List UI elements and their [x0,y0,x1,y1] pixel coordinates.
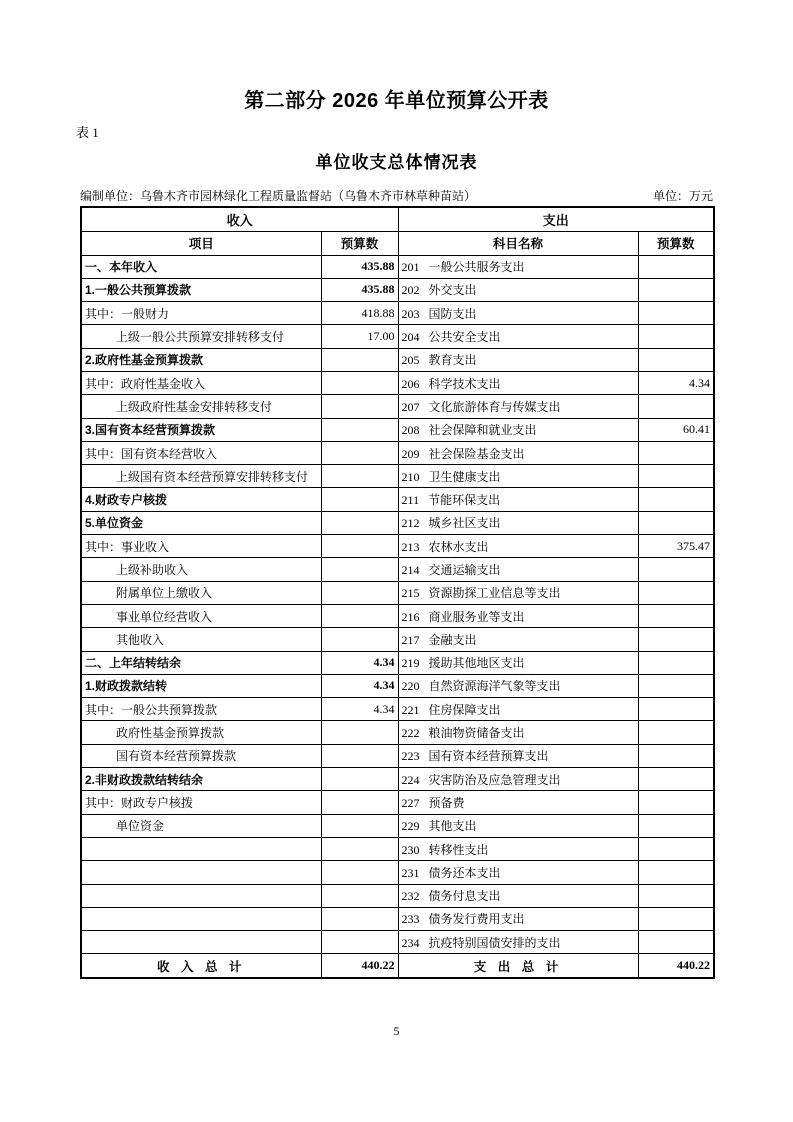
column-header-row [81,231,714,255]
exp-amount-cell: 60.41 [638,418,714,441]
income-item-cell: 其中：一般公共预算拨款 [81,698,321,721]
exp-item-cell [398,721,638,744]
exp-amount-cell: 4.34 [638,371,714,394]
income-item-cell: 国有资本经营预算拨款 [81,744,321,767]
exp-code: 217 [401,632,420,647]
unit-note-text: 单位：万元 [652,189,713,203]
exp-code: 211 [401,493,420,508]
income-amount-cell [321,814,398,837]
table-row [81,628,714,651]
income-amount-cell [321,884,398,907]
income-item-cell: 上级一般公共预算安排转移支付 [81,325,321,348]
exp-amount-cell [638,302,714,325]
exp-item-cell [398,791,638,814]
income-amount-cell [321,348,398,371]
income-amount-cell: 435.88 [321,255,398,278]
income-item-cell: 上级政府性基金安排转移支付 [81,395,321,418]
income-total-label: 收 入 总 计 [81,954,321,978]
income-item-cell [81,884,321,907]
exp-item-cell [398,604,638,627]
expenditure-group-header: 支出 [398,207,714,231]
exp-name: 国有资本经营预算支出 [428,749,549,764]
table-row [81,418,714,441]
exp-code: 219 [401,656,420,671]
income-amount-cell [321,791,398,814]
exp-amount-cell [638,558,714,581]
income-amount-cell [321,581,398,604]
exp-code: 203 [401,306,420,321]
income-amount-cell [321,907,398,930]
income-item-cell: 上级补助收入 [81,558,321,581]
exp-name: 商业服务业等支出 [428,609,525,624]
income-item-cell: 2.非财政拨款结转结余 [81,768,321,791]
income-amount-cell [321,768,398,791]
table-body [81,255,714,978]
table-row [81,302,714,325]
part-title: 第二部分 2026 年单位预算公开表 [244,90,549,112]
table-row [81,441,714,464]
exp-item-cell [398,581,638,604]
income-amount-cell [321,535,398,558]
table-row [81,511,714,534]
exp-item-cell [398,674,638,697]
exp-name: 社会保险基金支出 [428,446,525,461]
table-row [81,698,714,721]
table-row [81,395,714,418]
exp-name: 转移性支出 [428,842,489,857]
exp-amount-cell [638,698,714,721]
exp-amount-cell [638,255,714,278]
exp-item-cell [398,744,638,767]
income-item-cell: 4.财政专户核拨 [81,488,321,511]
exp-name: 抗疫特别国债安排的支出 [428,935,561,950]
table-row [81,651,714,674]
income-item-cell: 其中：国有资本经营收入 [81,441,321,464]
income-item-cell: 其中：财政专户核拨 [81,791,321,814]
exp-code: 207 [401,399,420,414]
income-amount-cell [321,931,398,954]
table-row [81,744,714,767]
exp-item-cell [398,931,638,954]
income-item-cell [81,931,321,954]
exp-item-cell [398,884,638,907]
income-item-cell: 其中：一般财力 [81,302,321,325]
table-title: 单位收支总体情况表 [315,153,478,172]
exp-item-cell [398,395,638,418]
income-amount-cell: 4.34 [321,651,398,674]
exp-item-cell [398,768,638,791]
exp-item-cell [398,698,638,721]
exp-name: 自然资源海洋气象等支出 [428,679,561,694]
exp-code: 202 [401,283,420,298]
exp-amount-cell [638,931,714,954]
exp-item-cell [398,628,638,651]
exp-amount-cell [638,581,714,604]
exp-name: 国防支出 [428,306,477,321]
income-item-cell: 其中：政府性基金收入 [81,371,321,394]
exp-name: 交通运输支出 [428,563,501,577]
exp-name: 金融支出 [428,632,477,647]
exp-amount-cell [638,721,714,744]
exp-name: 一般公共服务支出 [428,260,525,275]
group-header-row [81,207,714,231]
exp-code: 233 [401,912,420,927]
exp-amount-cell [638,744,714,767]
exp-name: 科学技术支出 [428,376,501,391]
table-row [81,535,714,558]
exp-amount-cell [638,511,714,534]
table-row [81,791,714,814]
income-amount-cell [321,418,398,441]
table-row [81,931,714,954]
exp-amount-cell [638,861,714,884]
income-amount-cell [321,371,398,394]
exp-name: 债务发行费用支出 [428,912,525,927]
exp-amount-cell [638,395,714,418]
exp-name: 住房保障支出 [428,702,501,717]
exp-name: 卫生健康支出 [428,469,501,484]
exp-name: 援助其他地区支出 [428,656,525,671]
exp-name: 灾害防治及应急管理支出 [428,772,561,787]
exp-item-cell [398,418,638,441]
exp-code: 216 [401,609,420,624]
table-row [81,465,714,488]
table-row [81,768,714,791]
income-item-cell: 其他收入 [81,628,321,651]
exp-code: 212 [401,516,420,531]
exp-name: 外交支出 [428,283,477,298]
table-number-label: 表 1 [76,125,99,140]
exp-item-cell [398,371,638,394]
exp-code: 230 [401,842,420,857]
income-total-amount: 440.22 [321,954,398,978]
income-item-cell: 2.政府性基金预算拨款 [81,348,321,371]
income-amount-cell: 4.34 [321,674,398,697]
exp-code: 231 [401,865,420,880]
exp-item-cell [398,907,638,930]
exp-item-cell [398,488,638,511]
prepared-by-text: 编制单位：乌鲁木齐市园林绿化工程质量监督站（乌鲁木齐市林草种苗站） [80,189,477,203]
exp-amount-cell [638,325,714,348]
exp-item-cell [398,302,638,325]
exp-code: 201 [401,260,420,275]
exp-amount-cell [638,791,714,814]
exp-code: 213 [401,539,420,554]
exp-item-cell [398,278,638,301]
table-row [81,581,714,604]
exp-item-cell [398,348,638,371]
income-item-cell: 1.一般公共预算拨款 [81,278,321,301]
income-amount-cell [321,837,398,860]
table-row [81,278,714,301]
budget-table [80,206,715,979]
exp-name: 粮油物资储备支出 [428,726,525,741]
exp-code: 227 [401,795,420,810]
income-amount-cell [321,744,398,767]
exp-total-label: 支 出 总 计 [398,954,638,978]
income-amount-cell [321,395,398,418]
exp-code: 209 [401,446,420,461]
table-info-line [80,187,713,204]
exp-code: 232 [401,889,420,904]
exp-item-cell [398,814,638,837]
exp-item-cell [398,325,638,348]
income-amount-cell [321,558,398,581]
income-item-cell: 政府性基金预算拨款 [81,721,321,744]
income-amount-cell [321,604,398,627]
exp-amount-cell [638,465,714,488]
exp-item-cell [398,651,638,674]
table-row [81,814,714,837]
exp-amount-cell [638,278,714,301]
exp-total-amount: 440.22 [638,954,714,978]
exp-code: 234 [401,935,420,950]
exp-amount-cell [638,674,714,697]
exp-item-header: 科目名称 [398,231,638,255]
exp-item-cell [398,558,638,581]
exp-name: 节能环保支出 [428,493,501,508]
exp-item-cell [398,861,638,884]
exp-name: 农林水支出 [428,539,489,554]
exp-amount-cell [638,884,714,907]
total-row [81,954,714,978]
income-amount-cell: 4.34 [321,698,398,721]
exp-item-cell [398,465,638,488]
exp-item-cell [398,511,638,534]
table-row [81,348,714,371]
table-row [81,884,714,907]
exp-name: 预备费 [428,795,465,810]
exp-item-cell [398,441,638,464]
exp-code: 206 [401,376,420,391]
exp-amount-cell [638,651,714,674]
exp-name: 其他支出 [428,819,477,834]
income-amount-header: 预算数 [321,231,398,255]
exp-amount-cell [638,628,714,651]
income-amount-cell [321,628,398,651]
income-item-cell: 二、上年结转结余 [81,651,321,674]
exp-code: 205 [401,353,420,368]
income-amount-cell [321,465,398,488]
exp-name: 债务付息支出 [428,889,501,904]
exp-amount-cell [638,768,714,791]
exp-item-cell [398,837,638,860]
exp-code: 229 [401,819,420,834]
table-row [81,371,714,394]
income-item-cell [81,907,321,930]
exp-item-cell [398,535,638,558]
table-row [81,721,714,744]
income-item-cell: 3.国有资本经营预算拨款 [81,418,321,441]
exp-item-cell [398,255,638,278]
exp-code: 215 [401,586,420,601]
income-item-cell: 单位资金 [81,814,321,837]
income-amount-cell: 17.00 [321,325,398,348]
income-amount-cell [321,511,398,534]
exp-amount-header: 预算数 [638,231,714,255]
table-row [81,674,714,697]
exp-name: 公共安全支出 [428,330,501,345]
exp-amount-cell: 375.47 [638,535,714,558]
exp-code: 224 [401,772,420,787]
income-item-cell: 一、本年收入 [81,255,321,278]
table-row [81,255,714,278]
exp-name: 教育支出 [428,353,477,368]
exp-name: 债务还本支出 [428,865,501,880]
income-group-header: 收入 [81,207,398,231]
exp-name: 文化旅游体育与传媒支出 [428,399,561,414]
exp-code: 204 [401,330,420,345]
exp-amount-cell [638,907,714,930]
income-item-cell: 其中：事业收入 [81,535,321,558]
table-row [81,558,714,581]
exp-code: 208 [401,423,420,438]
income-amount-cell [321,721,398,744]
page-number: 5 [393,1024,400,1038]
income-amount-cell: 435.88 [321,278,398,301]
exp-name: 资源勘探工业信息等支出 [428,586,561,601]
exp-code: 210 [401,469,420,484]
table-row [81,837,714,860]
income-amount-cell [321,861,398,884]
income-item-header: 项目 [81,231,321,255]
income-item-cell: 1.财政拨款结转 [81,674,321,697]
exp-code: 222 [401,726,420,741]
income-amount-cell [321,441,398,464]
exp-amount-cell [638,604,714,627]
income-item-cell: 附属单位上缴收入 [81,581,321,604]
income-item-cell: 上级国有资本经营预算安排转移支付 [81,465,321,488]
exp-amount-cell [638,814,714,837]
exp-code: 214 [401,563,420,577]
exp-amount-cell [638,348,714,371]
table-row [81,907,714,930]
table-row [81,861,714,884]
table-row [81,325,714,348]
exp-code: 223 [401,749,420,764]
exp-name: 社会保障和就业支出 [428,423,537,438]
exp-code: 221 [401,702,420,717]
income-amount-cell [321,488,398,511]
income-item-cell [81,837,321,860]
exp-name: 城乡社区支出 [428,516,501,531]
income-item-cell: 5.单位资金 [81,511,321,534]
exp-code: 220 [401,679,420,694]
income-item-cell [81,861,321,884]
exp-amount-cell [638,441,714,464]
table-row [81,604,714,627]
income-item-cell: 事业单位经营收入 [81,604,321,627]
table-row [81,488,714,511]
income-amount-cell: 418.88 [321,302,398,325]
exp-amount-cell [638,837,714,860]
exp-amount-cell [638,488,714,511]
